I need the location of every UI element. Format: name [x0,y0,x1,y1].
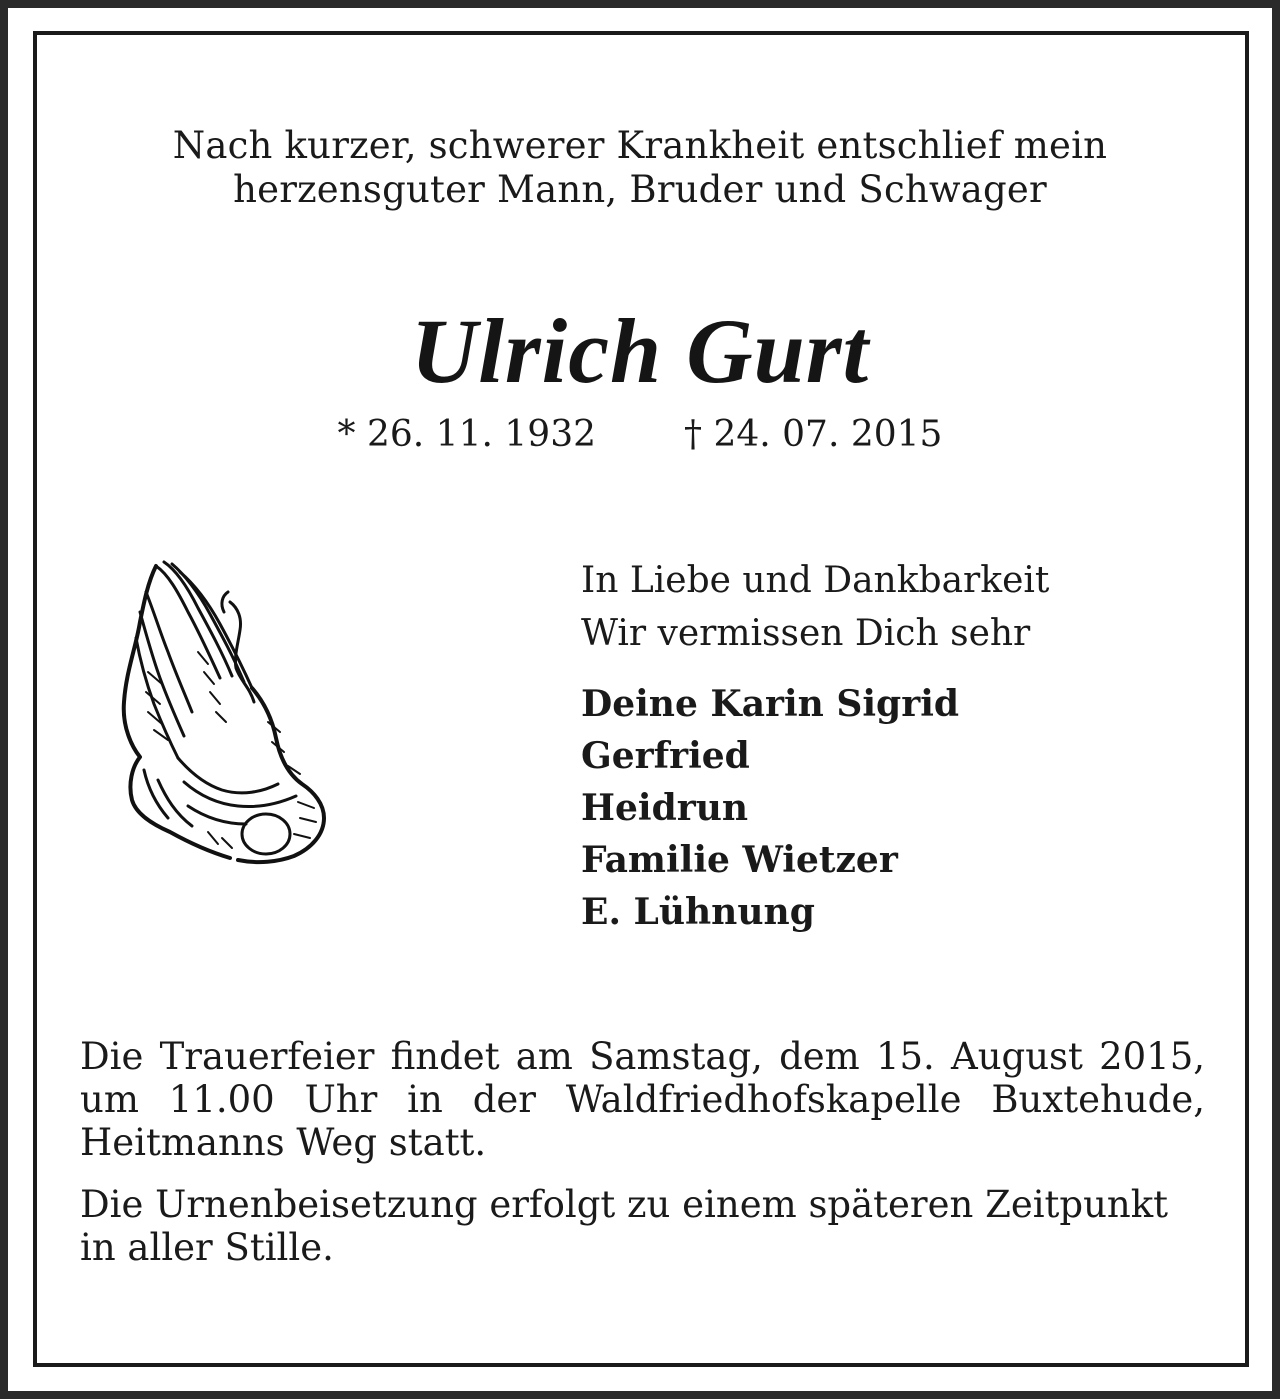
intro-text [0,124,1280,212]
deceased-name: Ulrich Gurt [410,300,870,402]
signer: Deine Karin Sigrid [581,683,960,725]
signer: Familie Wietzer [581,839,898,881]
life-dates [0,413,1280,457]
family-block [581,554,1221,938]
burial-paragraph: Die Urnenbeisetzung erfolgt zu einem späteren Zeitpunkt in aller Stille. [80,1183,1169,1269]
intro-line-2: herzensguter Mann, Bruder und Schwager [233,168,1047,211]
signer: Heidrun [581,787,749,829]
signer: E. Lühnung [581,891,815,933]
signers-list [581,678,1221,938]
intro-line-1: Nach kurzer, schwerer Krankheit entschlief mein [172,124,1108,167]
motto-line-1: In Liebe und Dankbarkeit [581,560,1050,601]
birth-date: * 26. 11. 1932 [337,414,596,455]
praying-hands-icon [118,552,333,870]
funeral-paragraph: Die Trauerfeier findet am Samstag, dem 15. August 2015, um 11.00 Uhr in der Waldfriedhofskapelle Buxtehude, Heitmanns Weg statt. [80,1035,1205,1164]
signer: Gerfried [581,735,750,777]
death-date: † 24. 07. 2015 [684,414,943,455]
motto-line-2: Wir vermissen Dich sehr [581,613,1031,654]
